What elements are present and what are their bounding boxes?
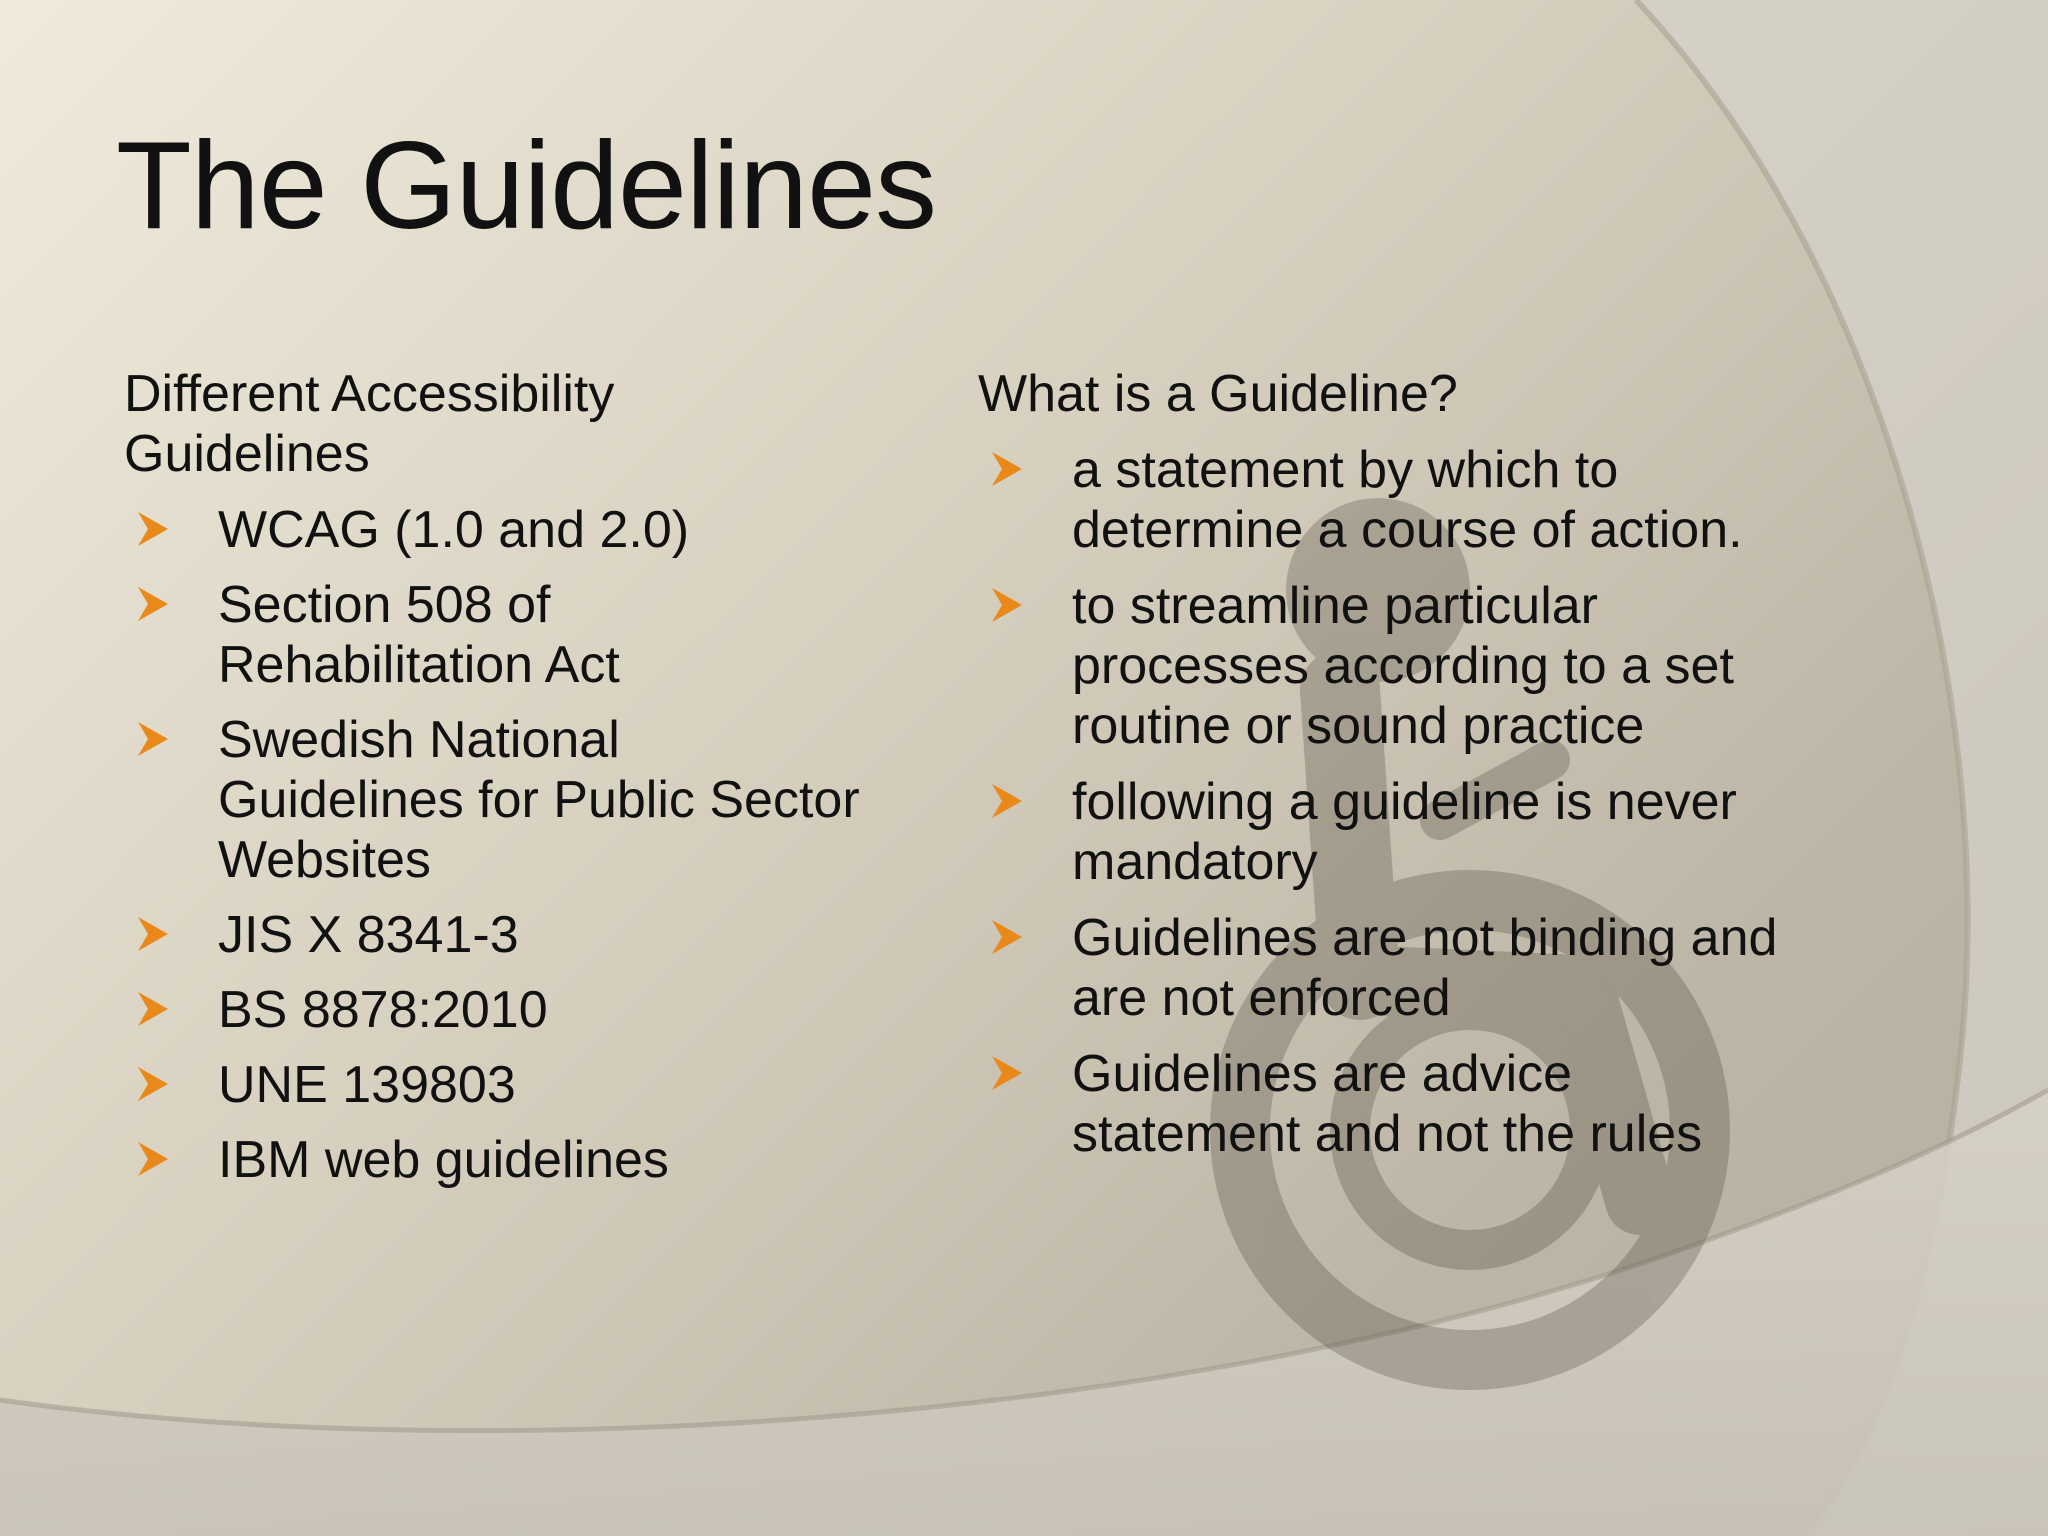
list-item-text: to streamline particular processes according to a set routine or sound practice bbox=[1072, 577, 1734, 755]
list-item bbox=[124, 1055, 864, 1115]
left-column-heading: Different Accessibility Guidelines bbox=[124, 365, 615, 483]
left-bullet-list bbox=[124, 500, 864, 1190]
list-item bbox=[978, 1044, 1778, 1164]
list-item bbox=[124, 710, 864, 890]
list-item bbox=[978, 772, 1778, 892]
list-item bbox=[124, 905, 864, 965]
arrow-bullet-icon bbox=[134, 907, 174, 961]
right-bullet-list bbox=[978, 440, 1778, 1164]
list-item-text: Guidelines are advice statement and not the rules bbox=[1072, 1045, 1703, 1163]
list-item-text: JIS X 8341-3 bbox=[218, 906, 519, 964]
list-item-text: a statement by which to determine a course of action. bbox=[1072, 441, 1743, 559]
list-item bbox=[978, 908, 1778, 1028]
arrow-bullet-icon bbox=[134, 982, 174, 1036]
arrow-bullet-icon bbox=[988, 910, 1028, 964]
list-item bbox=[978, 576, 1778, 756]
arrow-bullet-icon bbox=[134, 502, 174, 556]
list-item bbox=[124, 575, 864, 695]
list-item-text: UNE 139803 bbox=[218, 1056, 516, 1114]
arrow-bullet-icon bbox=[134, 1132, 174, 1186]
list-item-text: IBM web guidelines bbox=[218, 1131, 669, 1189]
list-item bbox=[124, 1130, 864, 1190]
list-item-text: Swedish National Guidelines for Public Sector Websites bbox=[218, 711, 860, 889]
slide-title: The Guidelines bbox=[116, 117, 937, 255]
left-column bbox=[124, 364, 864, 1205]
arrow-bullet-icon bbox=[134, 712, 174, 766]
list-item-text: WCAG (1.0 and 2.0) bbox=[218, 501, 690, 559]
right-column bbox=[978, 364, 1778, 1180]
right-column-heading: What is a Guideline? bbox=[978, 365, 1458, 423]
list-item-text: Guidelines are not binding and are not enforced bbox=[1072, 909, 1778, 1027]
list-item-text: following a guideline is never mandatory bbox=[1072, 773, 1737, 891]
list-item-text: Section 508 of Rehabilitation Act bbox=[218, 576, 620, 694]
arrow-bullet-icon bbox=[988, 442, 1028, 496]
arrow-bullet-icon bbox=[988, 774, 1028, 828]
arrow-bullet-icon bbox=[988, 578, 1028, 632]
arrow-bullet-icon bbox=[134, 577, 174, 631]
list-item bbox=[124, 500, 864, 560]
list-item bbox=[124, 980, 864, 1040]
arrow-bullet-icon bbox=[134, 1057, 174, 1111]
arrow-bullet-icon bbox=[988, 1046, 1028, 1100]
list-item bbox=[978, 440, 1778, 560]
list-item-text: BS 8878:2010 bbox=[218, 981, 548, 1039]
